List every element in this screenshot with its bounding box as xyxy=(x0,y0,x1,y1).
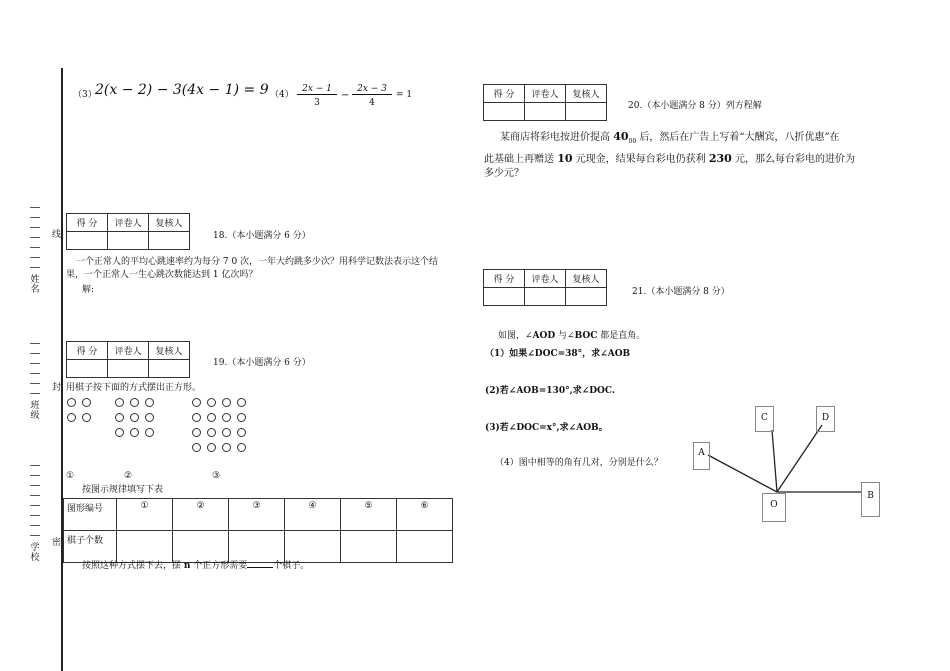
eq3-number: （3） xyxy=(73,90,97,100)
seal-feng-label: 封 xyxy=(52,383,62,393)
grader-header: 评卷人 xyxy=(525,85,566,103)
blank-line xyxy=(30,475,40,476)
q20-text-line1: 某商店将彩电按进价提高 $40_{00}$ 后，然后在广告上写着“大酬宾，八折优惠”在 xyxy=(500,130,840,145)
blank-line xyxy=(30,465,40,466)
blank-line xyxy=(30,373,40,374)
col-header: ② xyxy=(173,499,229,531)
blank-line xyxy=(30,393,40,394)
eq4-fraction2-denominator: 4 xyxy=(369,98,375,108)
score-cell[interactable] xyxy=(67,232,108,250)
q18-answer-label: 解: xyxy=(82,285,95,295)
seal-mi-label: 密 xyxy=(52,538,62,548)
ray-od xyxy=(777,425,822,492)
school-label: 学校 xyxy=(30,543,40,563)
piece-count-cell[interactable] xyxy=(341,531,397,563)
piece-count-cell[interactable] xyxy=(397,531,453,563)
eq4-fraction1-numerator: 2x − 1 xyxy=(297,84,337,95)
figure-2-label: ② xyxy=(124,471,133,481)
reviewer-header: 复核人 xyxy=(149,342,190,360)
score-header: 得 分 xyxy=(67,342,108,360)
reviewer-cell[interactable] xyxy=(566,103,607,121)
blank-line xyxy=(30,495,40,496)
q18-text-line1: 一个正常人的平均心跳速率约为每分 7 0 次，一年大约跳多少次？用科学记数法表示这个结 xyxy=(76,257,439,267)
col-header: ⑥ xyxy=(397,499,453,531)
col-header: ④ xyxy=(285,499,341,531)
eq4-fraction2-numerator: 2x − 3 xyxy=(352,84,392,95)
q18-title: 18.（本小题满分 6 分） xyxy=(213,231,311,241)
blank-line xyxy=(30,227,40,228)
blank-line xyxy=(30,247,40,248)
score-table-q19 xyxy=(66,341,190,378)
seal-line-label: 线 xyxy=(52,230,62,240)
blank-line xyxy=(30,207,40,208)
q21-part2: (2)若∠AOB=130°,求∠DOC. xyxy=(485,386,616,396)
ray-oa xyxy=(708,455,777,492)
eq4-rhs: = 1 xyxy=(396,90,413,100)
row-header-piece-count: 棋子个数 xyxy=(64,531,117,563)
row-header-figure-number: 图形编号 xyxy=(64,499,117,531)
score-table-q18 xyxy=(66,213,190,250)
grader-header: 评卷人 xyxy=(108,342,149,360)
binding-line xyxy=(61,68,63,671)
blank-line xyxy=(30,237,40,238)
score-header: 得 分 xyxy=(484,85,525,103)
blank-line xyxy=(30,535,40,536)
point-o-label: O xyxy=(762,493,786,522)
reviewer-header: 复核人 xyxy=(149,214,190,232)
figure-2-pieces xyxy=(115,398,160,443)
score-cell[interactable] xyxy=(484,288,525,306)
eq4-fraction1-denominator: 3 xyxy=(314,98,320,108)
point-b-label: B xyxy=(861,482,880,517)
q20-text-line2: 此基础上再赠送 10 元现金，结果每台彩电仍获利 230 元，那么每台彩电的进价为 xyxy=(484,152,856,165)
col-header: ⑤ xyxy=(341,499,397,531)
blank-line xyxy=(30,353,40,354)
q21-intro: 如图，∠AOD 与∠BOC 都是直角。 xyxy=(498,331,646,341)
blank-line xyxy=(30,217,40,218)
grader-cell[interactable] xyxy=(525,288,566,306)
eq4-operator: − xyxy=(341,90,350,101)
col-header: ① xyxy=(117,499,173,531)
q19-final-question: 按照这种方式摆下去，摆 n 个正方形需要 个棋子。 xyxy=(82,557,309,573)
grader-cell[interactable] xyxy=(108,360,149,378)
blank-line xyxy=(30,343,40,344)
score-table-q21 xyxy=(483,269,607,306)
reviewer-cell[interactable] xyxy=(149,232,190,250)
score-header: 得 分 xyxy=(67,214,108,232)
figure-3-label: ③ xyxy=(212,471,221,481)
q20-title: 20.（本小题满分 8 分）列方程解 xyxy=(628,101,762,111)
blank-line xyxy=(30,485,40,486)
grader-header: 评卷人 xyxy=(525,270,566,288)
q20-text-line3: 多少元？ xyxy=(484,168,524,179)
point-a-label: A xyxy=(693,442,710,470)
blank-line xyxy=(30,383,40,384)
blank-line xyxy=(30,525,40,526)
answer-blank[interactable] xyxy=(247,557,273,568)
blank-line xyxy=(30,505,40,506)
q19-intro: 用棋子按下面的方式摆出正方形。 xyxy=(66,383,202,393)
score-table-q20 xyxy=(483,84,607,121)
figure-1-pieces xyxy=(67,398,97,428)
figure-1-label: ① xyxy=(66,471,75,481)
grader-cell[interactable] xyxy=(525,103,566,121)
reviewer-header: 复核人 xyxy=(566,270,607,288)
grader-cell[interactable] xyxy=(108,232,149,250)
reviewer-cell[interactable] xyxy=(149,360,190,378)
reviewer-cell[interactable] xyxy=(566,288,607,306)
blank-line xyxy=(30,363,40,364)
eq3-expression: 2(x − 2) − 3(4x − 1) = 9 xyxy=(95,82,269,98)
blank-line xyxy=(30,267,40,268)
figure-3-pieces xyxy=(192,398,252,458)
ray-oc xyxy=(772,430,777,492)
point-d-label: D xyxy=(816,406,835,432)
q19-title: 19.（本小题满分 6 分） xyxy=(213,358,311,368)
q19-instruction: 按图示规律填写下表 xyxy=(82,485,164,495)
score-cell[interactable] xyxy=(67,360,108,378)
q21-part1: （1）如果∠DOC=38°，求∠AOB xyxy=(485,349,631,359)
col-header: ③ xyxy=(229,499,285,531)
blank-line xyxy=(30,257,40,258)
q21-part3: (3)若∠DOC=x°,求∠AOB。 xyxy=(485,423,608,433)
pattern-table xyxy=(63,498,453,563)
class-label: 班级 xyxy=(30,401,40,421)
name-label: 姓名 xyxy=(30,275,40,295)
score-cell[interactable] xyxy=(484,103,525,121)
grader-header: 评卷人 xyxy=(108,214,149,232)
eq4-number: （4） xyxy=(270,90,294,100)
q18-text-line2: 果，一个正常人一生心跳次数能达到 1 亿次吗？ xyxy=(66,270,258,280)
score-header: 得 分 xyxy=(484,270,525,288)
q21-title: 21.（本小题满分 8 分） xyxy=(632,287,730,297)
reviewer-header: 复核人 xyxy=(566,85,607,103)
blank-line xyxy=(30,515,40,516)
q21-part4: （4）图中相等的角有几对，分别是什么？ xyxy=(495,458,663,468)
point-c-label: C xyxy=(755,406,774,432)
